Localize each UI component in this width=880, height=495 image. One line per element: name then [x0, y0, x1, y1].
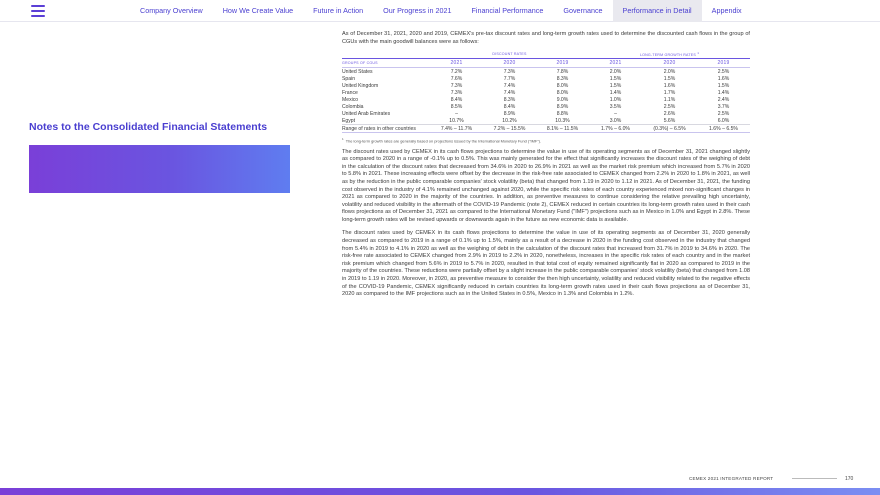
rate-cell: 7.4% — [503, 89, 516, 96]
rate-cell: 1.6% — [717, 75, 730, 82]
cgu-name-cell: Mexico — [342, 96, 359, 103]
table-row — [342, 75, 750, 82]
table-row — [342, 82, 750, 89]
rate-cell: 2.5% — [717, 110, 730, 117]
rate-cell: 10.7% — [449, 117, 464, 124]
rate-cell: 6.0% — [717, 117, 730, 124]
rate-cell: 3.0% — [609, 117, 622, 124]
rate-cell: 9.0% — [556, 96, 569, 103]
rate-cell: 7.3% — [450, 82, 463, 89]
rate-cell: 8.9% — [503, 110, 516, 117]
rate-cell: 8.0% — [556, 89, 569, 96]
rate-cell: 5.6% — [663, 117, 676, 124]
rate-cell: 1.7% — [663, 89, 676, 96]
rate-cell: 1.5% — [609, 75, 622, 82]
rate-cell: 2.5% — [717, 68, 730, 75]
nav-our-progress-2021[interactable]: Our Progress in 2021 — [383, 6, 452, 15]
cgu-name-cell: United Arab Emirates — [342, 110, 391, 117]
rate-cell: 2.6% — [663, 110, 676, 117]
table-row — [342, 125, 750, 132]
rate-cell: 1.0% — [609, 96, 622, 103]
cgu-name-cell: United States — [342, 68, 373, 75]
page-number: 170 — [845, 476, 854, 482]
rate-cell: 2.5% — [663, 103, 676, 110]
rate-cell: 1.5% — [609, 82, 622, 89]
paragraph-2021: The discount rates used by CEMEX in its cash flows projections to determine the value in use of its operating segments as of December 31, 2021 changed slightly as compared to 2020 in a range of -0.1% up to 0.5%. This was mainly generated for the effect that significantly increases the discount rates of the weighing of debt in the calculation of the discount rates that decreased from 34.6% in 2020 to 26.9% in 2021 as well as the market risk premium which increased from 5.7% in 2020 to 5.8% in 2021. These increasing effects were offset by the decrease in the risk-free rate associated to CEMEX changed from 2.2% in 2020 to 1.8% in 2021, as well as by the reduction in the public comparable companies' stock volatility (beta) that changed from 1.19 in 2020 to 1.12 in 2021. As of December 31, 2021, the funding cost observed in the industry of 4.1% remained unchanged against 2020, while the specific risk rates of each country experienced mixed non-significant changes in 2021 as compared to 2020 in the majority of the countries. In addition, as preventive measures to continue considering the relative prevailing high uncertainty, volatility and reduced visibility in the aftermath of the COVID-19 Pandemic (note 2), CEMEX reduced in certain countries its long-term growth rates used in their cash flows projections as of December 31, 2021 as compared to the International Monetary Fund ("IMF") projections such as in Mexico in 1.0% and Egypt in 2.8%. These long-term growth rates will be revised upwards or downwards again in the future as new economic data is available. — [342, 148, 750, 223]
rate-cell: 7.4% — [503, 82, 516, 89]
rate-cell: 1.7% – 6.0% — [589, 125, 642, 132]
cgu-name-cell: Spain — [342, 75, 356, 82]
year-header: 2020 — [483, 59, 536, 68]
cgu-name-cell: Egypt — [342, 117, 356, 124]
rate-cell: 1.5% — [717, 82, 730, 89]
table-footnote: $^1$ The long-term growth rates are generally based on projections issued by the International Monetary Fund ("IMF"). — [342, 137, 541, 144]
rate-cell: 8.8% — [556, 110, 569, 117]
rate-cell: 1.1% — [663, 96, 676, 103]
rate-cell: 10.2% — [502, 117, 517, 124]
rate-cell: 8.4% — [503, 103, 516, 110]
rate-cell: 2.4% — [717, 96, 730, 103]
rate-cell: 7.4% – 11.7% — [430, 125, 483, 132]
nav-performance-in-detail[interactable]: Performance in Detail — [613, 0, 702, 22]
discount-rates-table — [342, 51, 750, 132]
cgu-name-cell: Colombia — [342, 103, 364, 110]
discount-rates-header: DISCOUNT RATES — [430, 51, 589, 59]
rate-cell: – — [614, 110, 617, 117]
rate-cell: 7.8% — [556, 68, 569, 75]
table-row — [342, 96, 750, 103]
cgu-name-cell: United Kingdom — [342, 82, 379, 89]
rate-cell: 1.6% – 6.5% — [697, 125, 750, 132]
top-navigation-bar — [0, 0, 880, 22]
rate-cell: 7.3% — [450, 89, 463, 96]
rate-cell: 7.2% – 15.5% — [483, 125, 536, 132]
year-header: 2019 — [536, 59, 589, 68]
rate-cell: 3.5% — [609, 103, 622, 110]
year-header: 2021 — [430, 59, 483, 68]
footer-report-title: CEMEX 2021 INTEGRATED REPORT — [689, 476, 774, 481]
table-row — [342, 103, 750, 110]
section-title: Notes to the Consolidated Financial Statements — [29, 121, 268, 133]
rate-cell: 8.3% — [556, 75, 569, 82]
paragraph-2020: The discount rates used by CEMEX in its cash flows projections to determine the value in use of its operating segments as of December 31, 2020 generally decreased as compared to 2019 in a range of 0.1% up to 1.5%, mainly as a result of a decrease in 2020 in the funding cost observed in the industry that changed from 5.4% in 2019 to 4.1% in 2020 as well as the weighing of debt in the calculation of the discount rates that increased from 31.7% in 2019 to 34.6% in 2020. The risk-free rate associated to CEMEX changed from 2.9% in 2019 to 2.2% in 2020, nonetheless, increases in the specific risk rates of each country and in the market risk premium which changed from 5.6% in 2019 to 5.7% in 2020, resulted in that total cost of equity remained significantly flat in 2020 as compared to 2019 in the majority of the countries. These reductions were partially offset by a slight increase in the public comparable companies' stock volatility (beta) that changed from 1.08 in 2019 to 1.19 in 2020. Moreover, in 2020, as preventive measure to consider the then high uncertainty, volatility and reduced visibility related to the negative effects of the COVID-19 Pandemic, CEMEX significantly reduced in certain countries its long-term growth rates used in their cash flows projections as of December 31, 2020 as compared to the IMF projections such as in the United States in 0.5%, Mexico in 1.3% and Colombia in 1.2%. — [342, 230, 750, 298]
year-header: 2020 — [642, 59, 697, 68]
main-nav — [130, 0, 752, 22]
rate-cell: 1.4% — [717, 89, 730, 96]
cgu-name-cell: France — [342, 89, 358, 96]
rate-cell: 8.5% — [450, 103, 463, 110]
rate-cell: 1.6% — [663, 82, 676, 89]
rate-cell: (0.3%) – 6.5% — [642, 125, 697, 132]
nav-governance[interactable]: Governance — [563, 6, 603, 15]
rate-cell: 7.2% — [450, 68, 463, 75]
cgu-name-cell: Range of rates in other countries — [342, 125, 430, 132]
nav-how-we-create-value[interactable]: How We Create Value — [222, 6, 294, 15]
section-banner — [29, 145, 290, 193]
rate-cell: 8.4% — [450, 96, 463, 103]
table-row — [342, 89, 750, 96]
bottom-gradient-bar — [0, 488, 880, 495]
table-row — [342, 68, 750, 75]
groups-of-cgus-label: GROUPS OF CGUS — [342, 59, 430, 68]
hamburger-menu-icon[interactable] — [31, 5, 45, 17]
table-row — [342, 117, 750, 124]
rate-cell: 10.3% — [555, 117, 570, 124]
rate-cell: 7.3% — [503, 68, 516, 75]
groups-header — [342, 51, 430, 59]
rate-cell: 2.0% — [609, 68, 622, 75]
rate-cell: 8.3% — [503, 96, 516, 103]
rate-cell: 7.7% — [503, 75, 516, 82]
year-header: 2021 — [589, 59, 642, 68]
nav-company-overview[interactable]: Company Overview — [140, 6, 203, 15]
rate-cell: – — [455, 110, 458, 117]
footer-divider — [792, 478, 837, 479]
year-header: 2019 — [697, 59, 750, 68]
rate-cell: 1.5% — [663, 75, 676, 82]
main-content — [342, 31, 750, 305]
nav-appendix[interactable]: Appendix — [711, 6, 742, 15]
rate-cell: 7.6% — [450, 75, 463, 82]
table-row — [342, 110, 750, 117]
growth-rates-header: LONG-TERM GROWTH RATES $^1$ — [589, 51, 750, 59]
nav-financial-performance[interactable]: Financial Performance — [471, 6, 544, 15]
intro-paragraph: As of December 31, 2021, 2020 and 2019, CEMEX's pre-tax discount rates and long-term growth rates used to determine the discounted cash flows in the group of CGUs with the main goodwill balances were as follows: — [342, 31, 750, 45]
nav-future-in-action[interactable]: Future in Action — [313, 6, 364, 15]
rate-cell: 8.0% — [556, 82, 569, 89]
rate-cell: 2.0% — [663, 68, 676, 75]
rate-cell: 8.9% — [556, 103, 569, 110]
rate-cell: 3.7% — [717, 103, 730, 110]
rate-cell: 8.1% – 11.5% — [536, 125, 589, 132]
rate-cell: 1.4% — [609, 89, 622, 96]
